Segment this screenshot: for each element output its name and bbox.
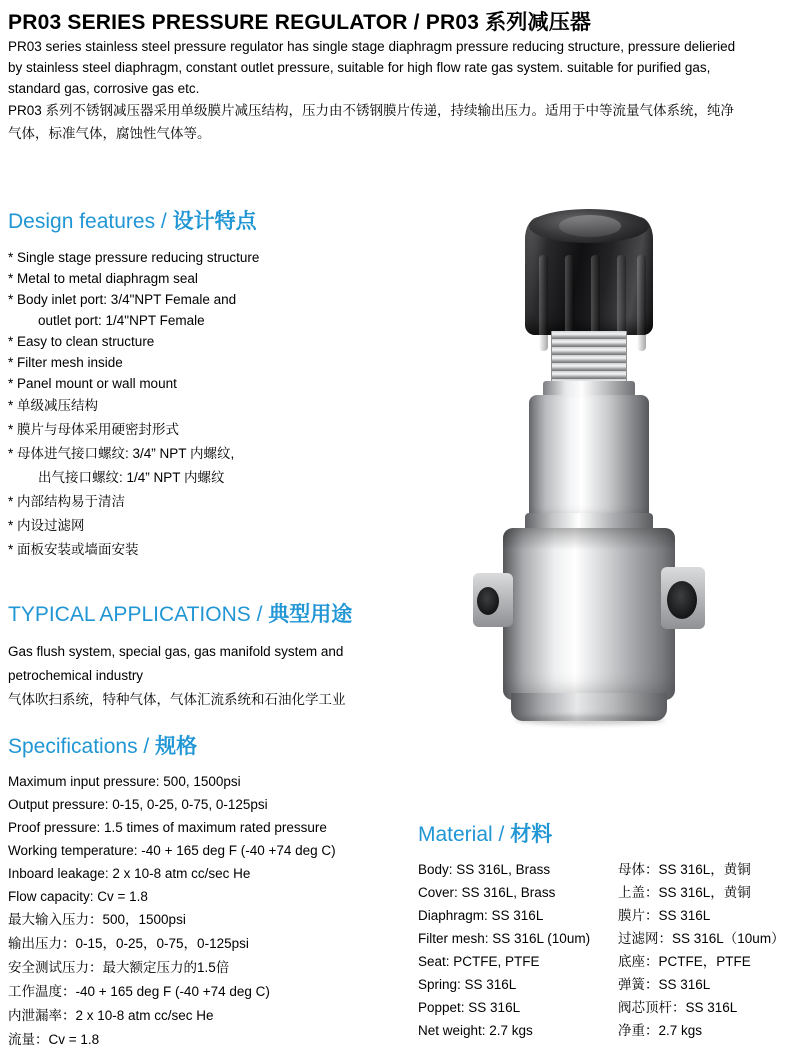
feature-item: * Body inlet port: 3/4"NPT Female and [8, 292, 237, 307]
spec-line-cn: 最大输入压力：500，1500psi [8, 912, 186, 927]
material-cn: 阀芯顶杆：SS 316L [618, 1000, 738, 1015]
material-heading-sep: / [492, 823, 511, 846]
material-row [418, 1019, 800, 1042]
spec-line-cn: 输出压力：0-15，0-25，0-75，0-125psi [8, 936, 249, 951]
application-line: petrochemical industry [8, 668, 144, 683]
material-row [418, 973, 800, 996]
feature-item-cn: 出气接口螺纹: 1/4” NPT 内螺纹 [38, 470, 225, 485]
feature-item-cn: * 母体进气接口螺纹: 3/4” NPT 内螺纹, [8, 446, 235, 461]
specifications-section [8, 730, 418, 1052]
spec-line: Output pressure: 0-15, 0-25, 0-75, 0-125psi [8, 797, 268, 812]
knob-flute [539, 255, 548, 351]
material-row [418, 881, 800, 904]
material-heading-en: Material [418, 823, 493, 846]
typical-applications-heading-en: TYPICAL APPLICATIONS [8, 603, 251, 626]
design-features-heading-cn: 设计特点 [172, 210, 257, 233]
material-en: Net weight: 2.7 kgs [418, 1023, 533, 1038]
material-cn: 膜片：SS 316L [618, 908, 711, 923]
material-cn: 弹簧：SS 316L [618, 977, 711, 992]
feature-item-cn: * 膜片与母体采用硬密封形式 [8, 422, 180, 437]
material-cn: 底座：PCTFE，PTFE [618, 954, 751, 969]
page-title: PR03 SERIES PRESSURE REGULATOR / PR03 系列减压器 [8, 11, 592, 34]
body-drop-shadow [515, 715, 665, 725]
outlet-port-hole [667, 581, 697, 619]
material-heading-cn: 材料 [510, 823, 553, 846]
feature-item-cn: * 单级减压结构 [8, 398, 99, 413]
spec-line: Working temperature: -40 + 165 deg F (-40 +74 deg C) [8, 843, 336, 858]
specifications-heading [8, 730, 418, 760]
feature-item-cn: * 内设过滤网 [8, 518, 85, 533]
design-features-heading-en: Design features [8, 210, 156, 233]
typical-applications-section [8, 598, 428, 712]
feature-item: * Metal to metal diaphragm seal [8, 271, 198, 286]
knob-flute [637, 255, 646, 351]
spec-line-cn: 流量：Cv = 1.8 [8, 1032, 100, 1047]
typical-applications-heading [8, 598, 428, 628]
material-cn: 净重：2.7 kgs [618, 1023, 703, 1038]
typical-applications-heading-cn: 典型用途 [268, 603, 353, 626]
feature-item: * Single stage pressure reducing structure [8, 250, 260, 265]
material-row [418, 904, 800, 927]
material-row [418, 927, 800, 950]
material-heading [418, 818, 800, 848]
material-cn: 过滤网：SS 316L（10um） [618, 931, 785, 946]
spec-line: Flow capacity: Cv = 1.8 [8, 889, 148, 904]
spec-line-cn: 工作温度：-40 + 165 deg F (-40 +74 deg C) [8, 984, 270, 999]
spec-line-cn: 内泄漏率：2 x 10-8 atm cc/sec He [8, 1008, 214, 1023]
material-section [418, 818, 800, 1042]
design-features-section [8, 205, 428, 562]
knob-brand-label [559, 215, 621, 237]
spec-line: Maximum input pressure: 500, 1500psi [8, 774, 241, 789]
intro-line-en-3: standard gas, corrosive gas etc. [8, 81, 200, 96]
product-photo [455, 195, 755, 725]
intro-line-cn-1: PR03 系列不锈钢减压器采用单级膜片减压结构，压力由不锈钢膜片传递，持续输出压力。适用于中等流量气体系统，纯净 [8, 103, 735, 118]
material-cn: 上盖：SS 316L，黄铜 [618, 885, 751, 900]
specifications-heading-en: Specifications [8, 735, 138, 758]
feature-item: * Filter mesh inside [8, 355, 123, 370]
inlet-port-hole [477, 587, 499, 615]
material-en: Diaphragm: SS 316L [418, 908, 544, 923]
feature-item-cn: * 内部结构易于清洁 [8, 494, 126, 509]
specifications-heading-cn: 规格 [155, 735, 198, 758]
material-en: Filter mesh: SS 316L (10um) [418, 931, 591, 946]
material-row [418, 996, 800, 1019]
material-row [418, 950, 800, 973]
feature-item: * Easy to clean structure [8, 334, 155, 349]
design-features-heading [8, 205, 428, 235]
spec-line: Inboard leakage: 2 x 10-8 atm cc/sec He [8, 866, 251, 881]
feature-item: outlet port: 1/4"NPT Female [38, 313, 205, 328]
intro-line-cn-2: 气体，标准气体，腐蚀性气体等。 [8, 126, 211, 141]
material-en: Poppet: SS 316L [418, 1000, 521, 1015]
intro-line-en-2: by stainless steel diaphragm, constant outlet pressure, suitable for high flow rate gas system. suitable for purified gas, [8, 60, 711, 75]
material-row [418, 858, 800, 881]
application-line-cn: 气体吹扫系统，特种气体，气体汇流系统和石油化学工业 [8, 692, 346, 707]
typical-applications-heading-sep: / [250, 603, 269, 626]
spec-line-cn: 安全测试压力：最大额定压力的1.5倍 [8, 960, 230, 975]
application-line: Gas flush system, special gas, gas manifold system and [8, 644, 344, 659]
spec-line: Proof pressure: 1.5 times of maximum rated pressure [8, 820, 327, 835]
regulator-body [503, 528, 675, 700]
feature-item: * Panel mount or wall mount [8, 376, 177, 391]
intro-paragraph [8, 36, 790, 145]
material-en: Spring: SS 316L [418, 977, 517, 992]
specifications-heading-sep: / [137, 735, 156, 758]
material-cn: 母体：SS 316L，黄铜 [618, 862, 751, 877]
material-en: Seat: PCTFE, PTFE [418, 954, 540, 969]
bonnet [529, 395, 649, 521]
feature-item-cn: * 面板安装或墙面安装 [8, 542, 139, 557]
material-en: Cover: SS 316L, Brass [418, 885, 556, 900]
body-top-shadow [503, 528, 675, 550]
material-en: Body: SS 316L, Brass [418, 862, 551, 877]
intro-line-en-1: PR03 series stainless steel pressure regulator has single stage diaphragm pressure reducing structure, pressure delieried [8, 39, 736, 54]
design-features-heading-sep: / [155, 210, 173, 233]
